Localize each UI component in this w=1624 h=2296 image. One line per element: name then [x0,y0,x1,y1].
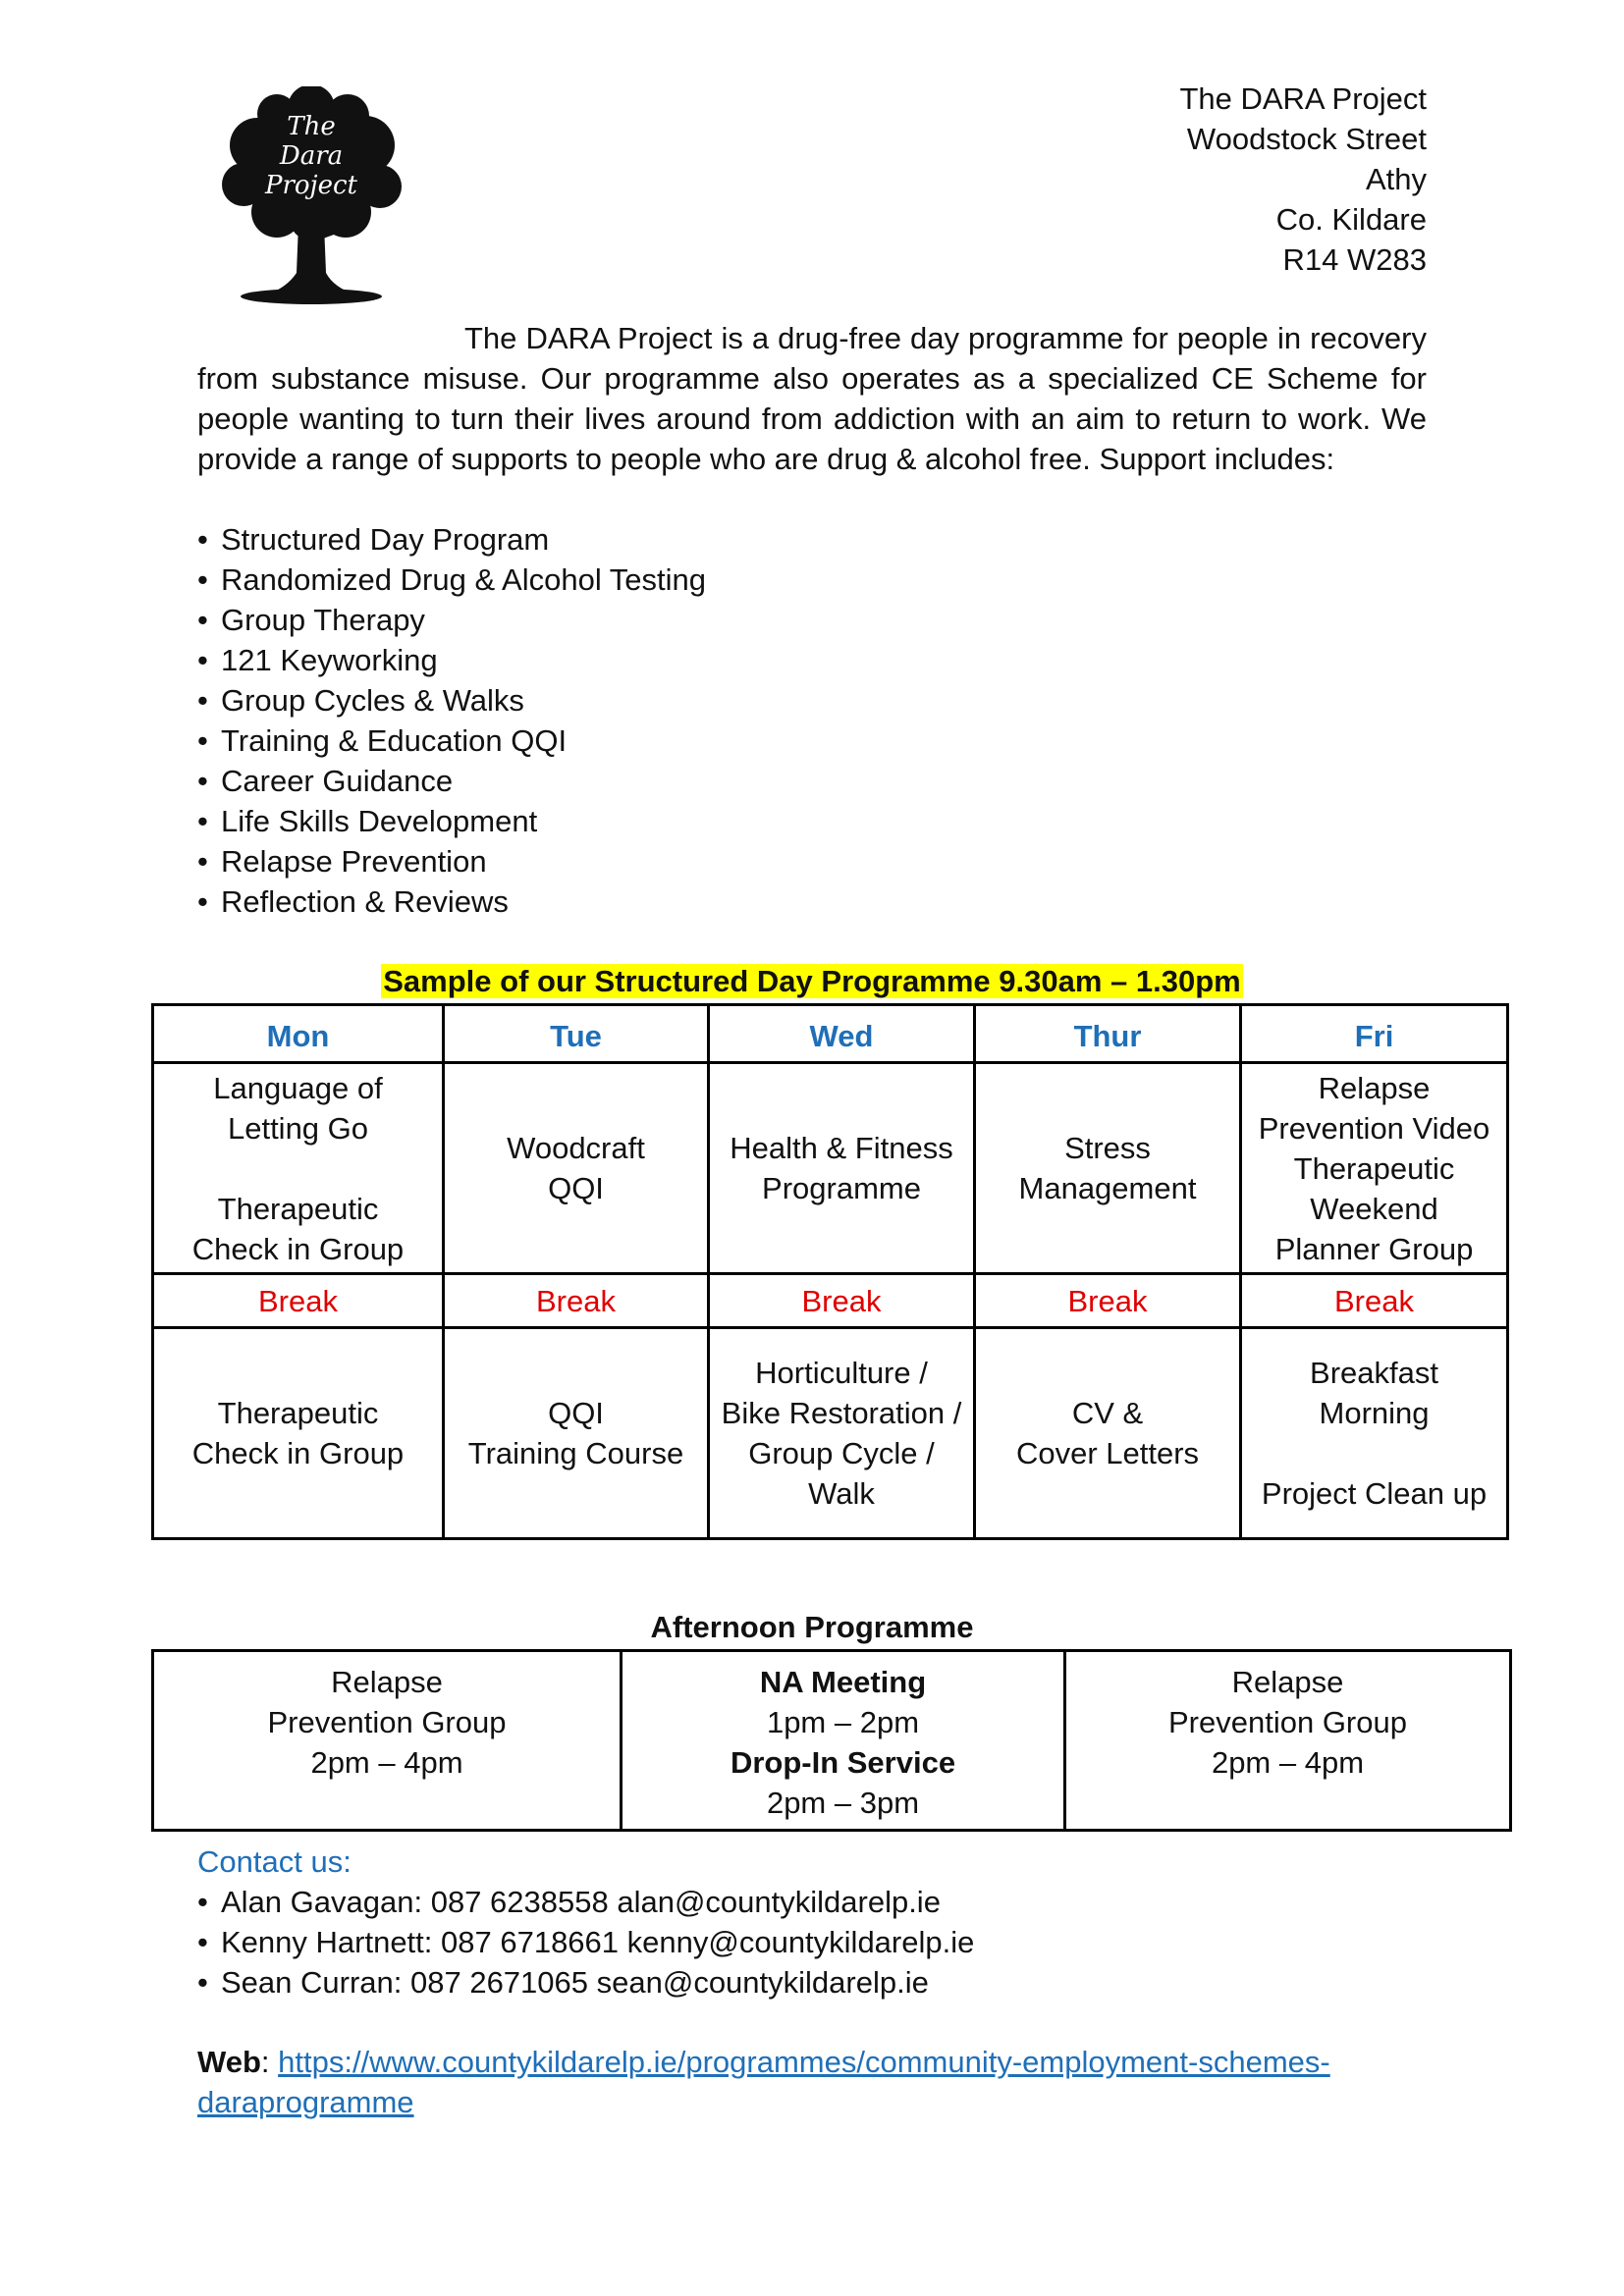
cell-line: Relapse [331,1665,443,1699]
list-item: • Kenny Hartnett: 087 6718661 kenny@countykildarelp.ie [197,1922,974,1962]
session-cell [709,1328,975,1539]
web-line [197,2042,1435,2122]
cell-line: Management [1018,1171,1197,1205]
afternoon-heading: Afternoon Programme [650,1610,974,1644]
cell-line: Check in Group [191,1231,405,1266]
cell-line: Group Cycle / [748,1436,935,1470]
afternoon-cell [622,1651,1065,1831]
postal-address [1179,79,1427,280]
table-row [153,1328,1508,1539]
web-colon: : [260,2045,279,2079]
session-cell [444,1328,709,1539]
cell-line: Training Course [467,1436,684,1470]
cell-line: QQI [548,1171,604,1205]
afternoon-table [151,1649,1512,1832]
schedule-table [151,1003,1509,1540]
cell-line: 1pm – 2pm [766,1705,920,1739]
cell-line: Cover Letters [1015,1436,1200,1470]
cell-line: 2pm – 4pm [1211,1745,1365,1780]
break-cell: Break [444,1274,709,1328]
list-item: • Reflection & Reviews [197,881,706,922]
cell-line: Prevention Video [1258,1110,1490,1146]
cell-line: 2pm – 4pm [310,1745,463,1780]
day-header-mon: Mon [153,1005,444,1063]
cell-line: Health & Fitness [730,1131,953,1165]
break-cell: Break [153,1274,444,1328]
list-item: • Life Skills Development [197,801,706,841]
address-line: Co. Kildare [1275,202,1427,237]
cell-line: 2pm – 3pm [766,1786,920,1820]
cell-line: Stress [1064,1131,1151,1165]
schedule-heading [0,961,1624,1001]
cell-line: Walk [808,1476,875,1511]
cell-title: Drop-In Service [730,1745,956,1780]
cell-line: Therapeutic [1293,1150,1455,1186]
break-cell: Break [975,1274,1241,1328]
cell-line: Therapeutic [217,1396,379,1430]
cell-line: Therapeutic [217,1191,379,1226]
cell-line: Prevention Group [1168,1705,1407,1739]
cell-line: Woodcraft [507,1131,645,1165]
break-cell: Break [709,1274,975,1328]
cell-line: CV & [1071,1396,1144,1430]
cell-line: Programme [762,1171,921,1205]
address-line: The DARA Project [1179,81,1427,116]
session-cell [709,1063,975,1274]
address-line: Athy [1365,162,1427,196]
cell-line: Relapse [1231,1665,1344,1699]
cell-line: QQI [548,1396,604,1430]
day-header-fri: Fri [1241,1005,1508,1063]
intro-first-line: The DARA Project is a drug-free day programme for people in recovery [464,321,1427,355]
session-cell [975,1063,1241,1274]
address-line: R14 W283 [1282,242,1427,277]
cell-title: NA Meeting [759,1665,927,1699]
cell-line: Breakfast [1310,1356,1438,1390]
list-item: • Structured Day Program [197,519,706,560]
list-item: • Sean Curran: 087 2671065 sean@countykildarelp.ie [197,1962,974,2002]
dara-project-logo [218,86,405,310]
logo-line-1: The [287,112,336,141]
contact-heading: Contact us: [197,1844,352,1879]
session-cell [153,1063,444,1274]
web-label: Web [197,2045,261,2079]
list-item: • Relapse Prevention [197,841,706,881]
day-header-tue: Tue [444,1005,709,1063]
cell-line: Horticulture / [755,1356,928,1390]
session-cell [975,1328,1241,1539]
session-cell [1241,1328,1508,1539]
cell-line: Bike Restoration / [721,1396,962,1430]
day-header-thur: Thur [975,1005,1241,1063]
logo-lettering [218,112,405,200]
afternoon-cell [1065,1651,1511,1831]
list-item: • Training & Education QQI [197,721,706,761]
link-line-1: https://www.countykildarelp.ie/programmes/community-employment-schemes- [278,2045,1330,2079]
intro-body: from substance misuse. Our programme also operates as a specialized CE Scheme for people wanting to turn their lives around from addiction with an aim to return to work. We provide a range of supports to people who are drug & alcohol free. Support includes: [197,361,1427,476]
cell-line: Prevention Group [267,1705,507,1739]
cell-line: Check in Group [191,1436,405,1470]
highlighted-heading-text: Sample of our Structured Day Programme 9.30am – 1.30pm [383,964,1241,998]
break-row [153,1274,1508,1328]
session-cell [153,1328,444,1539]
afternoon-cell [153,1651,622,1831]
cell-line: Morning [1319,1396,1430,1430]
list-item: • 121 Keyworking [197,640,706,680]
table-row [153,1063,1508,1274]
cell-gap [160,1148,436,1189]
table-row [153,1651,1511,1831]
list-item: • Alan Gavagan: 087 6238558 alan@countykildarelp.ie [197,1882,974,1922]
session-cell [1241,1063,1508,1274]
cell-line: Weekend [1310,1191,1438,1226]
list-item: • Randomized Drug & Alcohol Testing [197,560,706,600]
contact-list [197,1882,974,2002]
supports-list [197,519,706,922]
cell-line: Relapse [1318,1070,1431,1105]
cell-line: Planner Group [1274,1231,1474,1266]
break-cell: Break [1241,1274,1508,1328]
day-header-wed: Wed [709,1005,975,1063]
cell-gap [1248,1433,1500,1473]
cell-line: Project Clean up [1261,1476,1488,1511]
cell-line: Letting Go [227,1110,369,1146]
logo-line-3: Project [264,171,358,200]
cell-line: Language of [213,1070,383,1105]
website-link[interactable] [197,2045,1330,2119]
intro-paragraph [197,318,1427,479]
address-line: Woodstock Street [1186,122,1427,156]
list-item: • Group Therapy [197,600,706,640]
list-item: • Group Cycles & Walks [197,680,706,721]
logo-line-2: Dara [279,141,344,171]
table-header-row [153,1005,1508,1063]
session-cell [444,1063,709,1274]
link-line-2: daraprogramme [197,2085,414,2119]
list-item: • Career Guidance [197,761,706,801]
